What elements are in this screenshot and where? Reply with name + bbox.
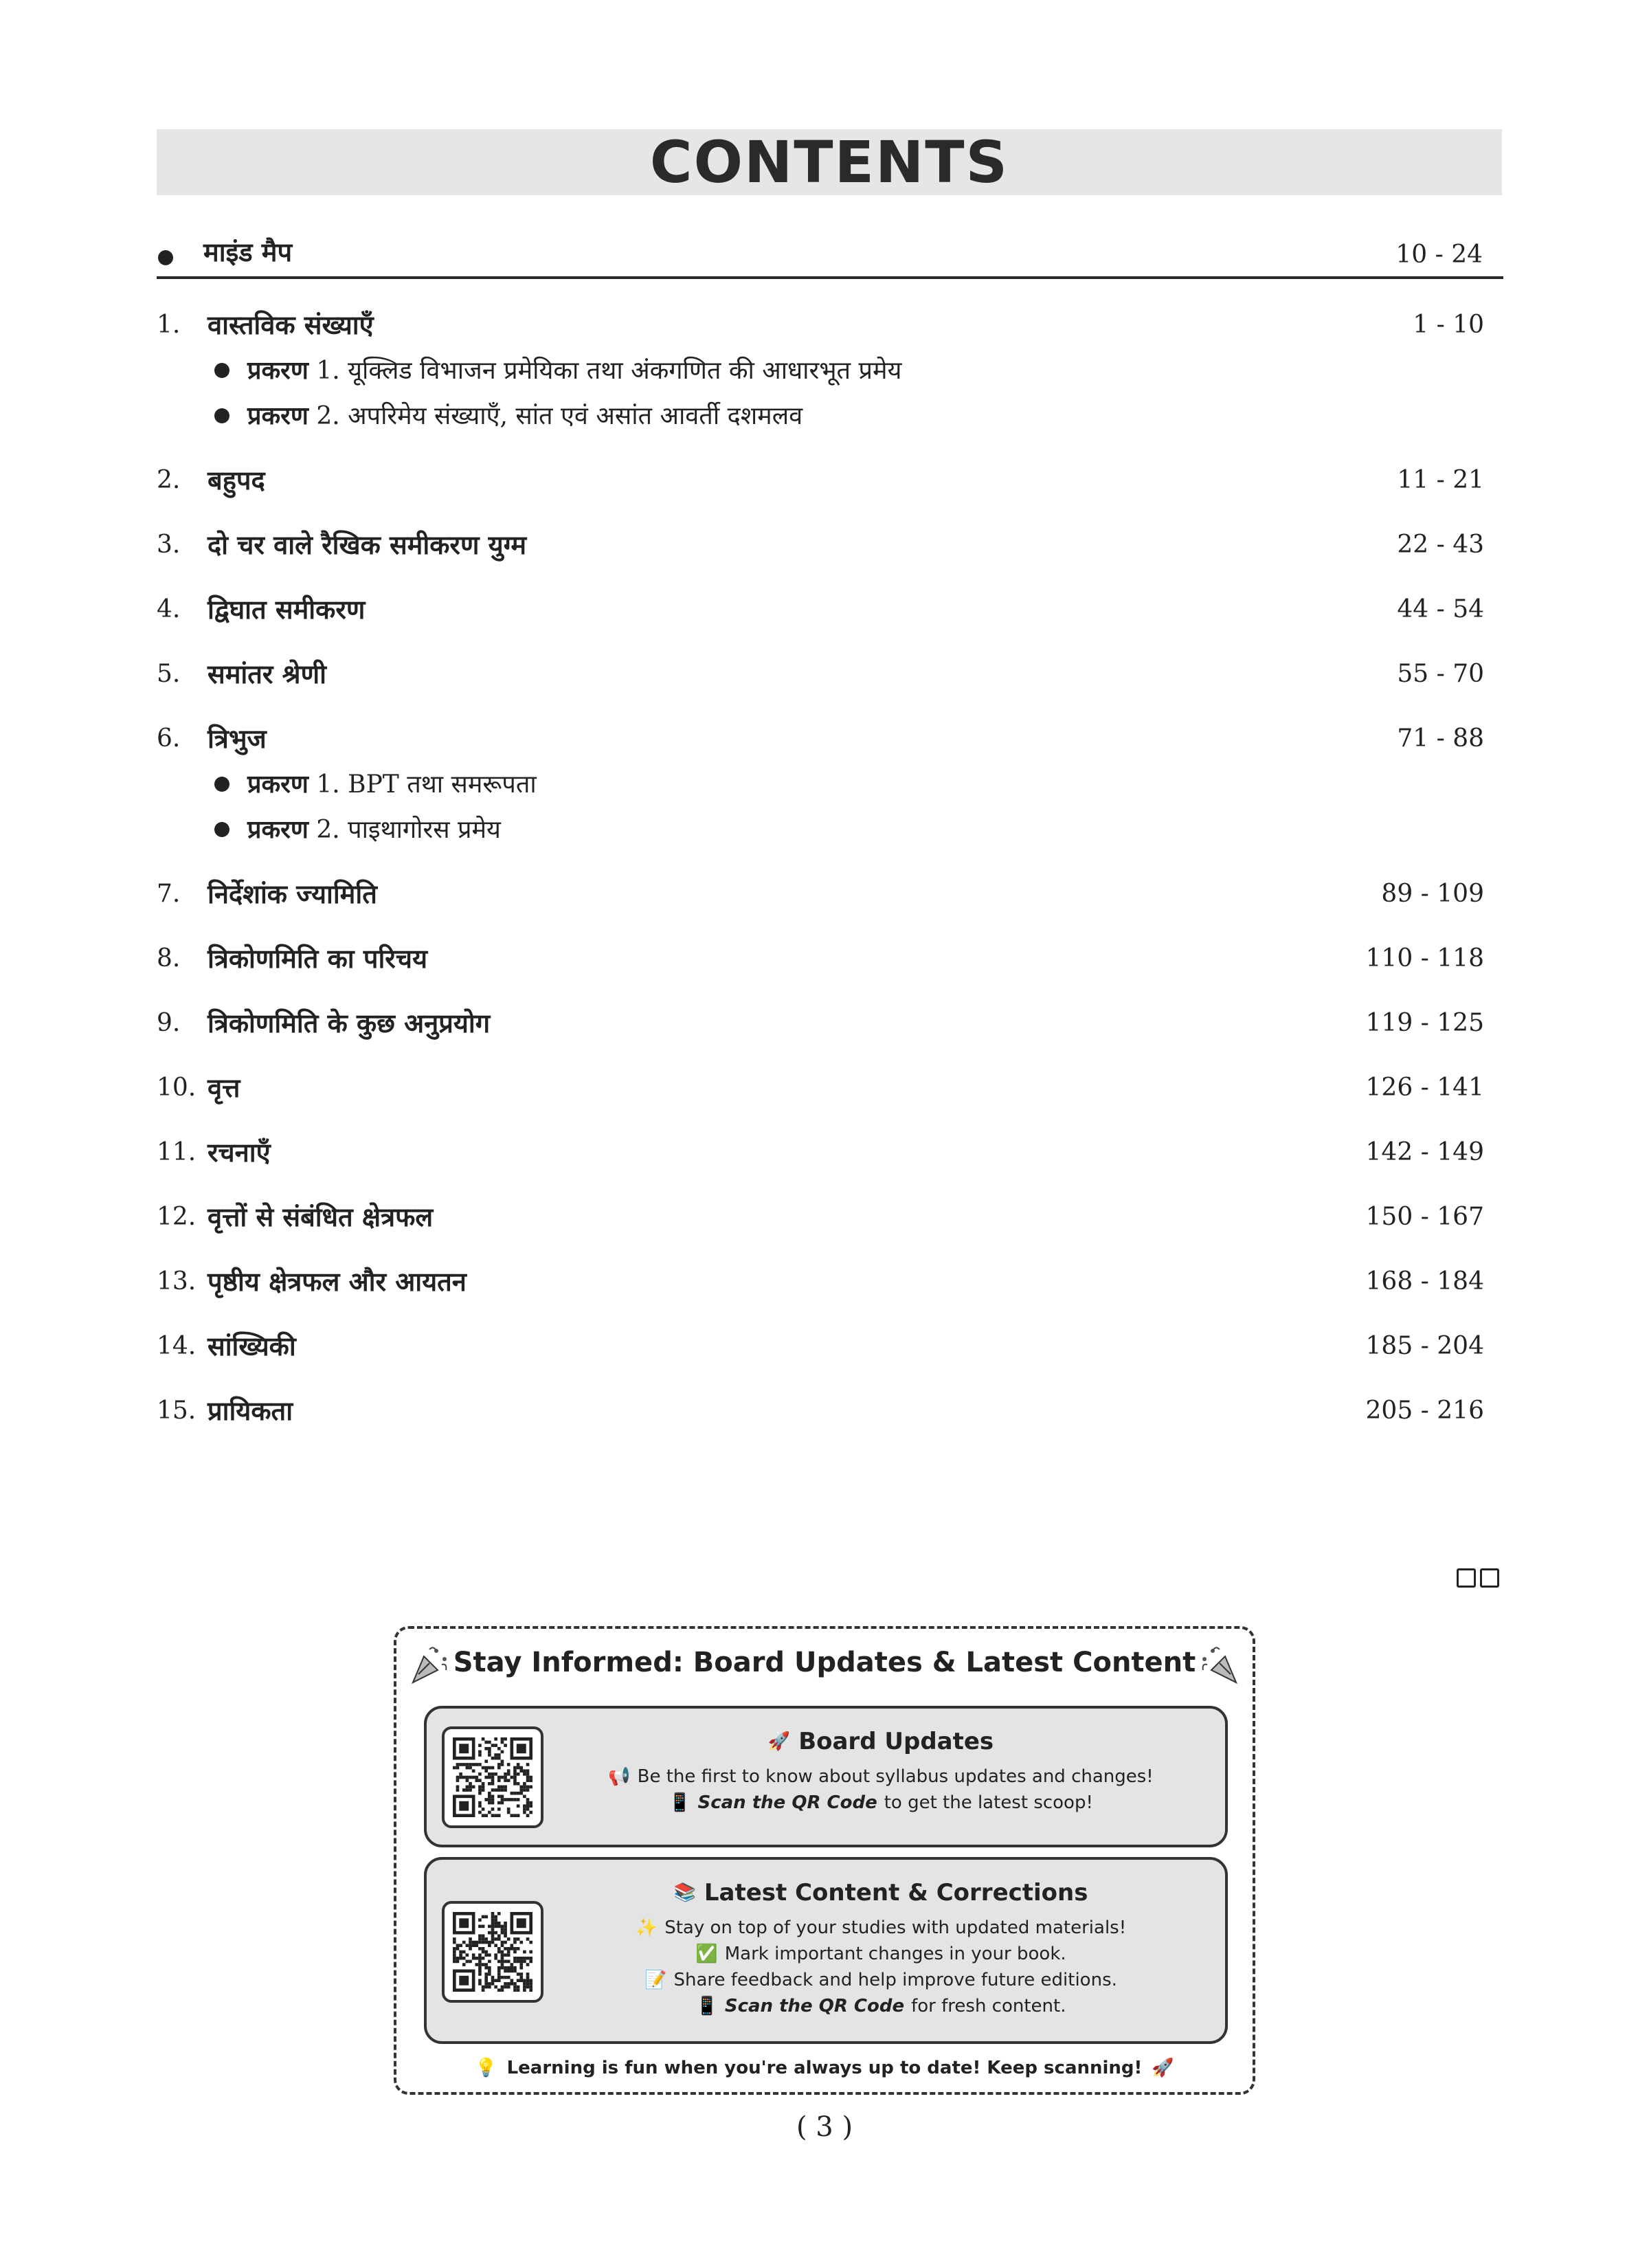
chapter-title: बहुपद bbox=[207, 465, 265, 496]
mind-map-label: माइंड मैप bbox=[203, 236, 293, 267]
square-icon bbox=[1457, 1568, 1476, 1588]
rocket-icon: 🚀 bbox=[1152, 2058, 1174, 2078]
toc-entry bbox=[157, 871, 1503, 936]
bullet-icon bbox=[158, 250, 173, 265]
memo-icon: 📝 bbox=[644, 1970, 667, 1990]
sub-topic-text bbox=[247, 348, 901, 394]
chapter-number: 5. bbox=[157, 660, 181, 688]
toc-row bbox=[157, 716, 1503, 761]
chapter-title: प्रायिकता bbox=[207, 1395, 293, 1426]
toc-row bbox=[157, 1065, 1503, 1111]
scan-label: Scan the QR Code bbox=[724, 1996, 905, 2016]
chapter-title: वास्तविक संख्याएँ bbox=[207, 309, 374, 340]
chapter-number: 6. bbox=[157, 724, 181, 753]
rocket-icon: 🚀 bbox=[767, 1731, 791, 1752]
page-title: CONTENTS bbox=[649, 129, 1009, 196]
toc-entry bbox=[157, 1194, 1503, 1259]
chapter-number: 2. bbox=[157, 466, 181, 494]
toc-entry bbox=[157, 652, 1503, 716]
chapter-pages: 150 - 167 bbox=[1365, 1203, 1484, 1231]
card-title: Latest Content & Corrections bbox=[704, 1879, 1088, 1906]
toc-row bbox=[157, 302, 1503, 348]
chapter-pages: 11 - 21 bbox=[1397, 466, 1484, 494]
books-icon: 📚 bbox=[673, 1882, 696, 1903]
toc-row bbox=[157, 458, 1503, 503]
square-icon bbox=[1480, 1568, 1499, 1588]
chapter-title: समांतर श्रेणी bbox=[207, 658, 326, 689]
promo-footer-text: Learning is fun when you're always up to date! Keep scanning! bbox=[506, 2058, 1143, 2078]
sub-topic-prefix: प्रकरण bbox=[247, 770, 309, 799]
chapter-number: 1. bbox=[157, 311, 181, 339]
sub-topic-text bbox=[247, 393, 803, 439]
chapter-title: वृत्तों से संबंधित क्षेत्रफल bbox=[207, 1201, 434, 1232]
toc-entry bbox=[157, 716, 1503, 871]
chapter-number: 10. bbox=[157, 1074, 197, 1102]
toc-entry bbox=[157, 1001, 1503, 1065]
mind-map-pages: 10 - 24 bbox=[1395, 241, 1483, 269]
sparkles-icon: ✨ bbox=[635, 1917, 658, 1938]
chapter-pages: 168 - 184 bbox=[1365, 1267, 1484, 1296]
lightbulb-icon: 💡 bbox=[475, 2058, 497, 2078]
sub-topic-text bbox=[247, 807, 501, 853]
chapter-number: 4. bbox=[157, 595, 181, 623]
toc-entry bbox=[157, 936, 1503, 1001]
sub-topic-title: 2. अपरिमेय संख्याएँ, सांत एवं असांत आवर्ती दशमलव bbox=[308, 402, 803, 430]
card-text: Stay on top of your studies with updated materials! bbox=[664, 1917, 1127, 1938]
sub-topic-title: 1. BPT तथा समरूपता bbox=[308, 770, 537, 799]
latest-content-card bbox=[424, 1857, 1228, 2044]
bullet-icon bbox=[214, 822, 229, 837]
chapter-number: 12. bbox=[157, 1203, 197, 1231]
chapter-title: द्विघात समीकरण bbox=[207, 594, 366, 625]
qr-code-icon[interactable] bbox=[442, 1901, 543, 2003]
sub-topic bbox=[157, 807, 1503, 852]
sub-topic-text bbox=[247, 761, 537, 808]
chapter-pages: 71 - 88 bbox=[1397, 724, 1484, 753]
chapter-number: 13. bbox=[157, 1267, 197, 1296]
toc-row bbox=[157, 1130, 1503, 1175]
toc-row bbox=[157, 1194, 1503, 1240]
toc-row bbox=[157, 587, 1503, 632]
qr-code-icon[interactable] bbox=[442, 1726, 543, 1828]
card-text: Be the first to know about syllabus updates and changes! bbox=[637, 1766, 1154, 1787]
toc-list bbox=[157, 302, 1503, 1453]
card-text: Mark important changes in your book. bbox=[724, 1944, 1066, 1964]
board-updates-card bbox=[424, 1706, 1228, 1847]
sub-topic bbox=[157, 761, 1503, 807]
chapter-title: सांख्यिकी bbox=[207, 1331, 296, 1361]
card-text: Share feedback and help improve future editions. bbox=[673, 1970, 1117, 1990]
chapter-pages: 89 - 109 bbox=[1381, 880, 1484, 908]
toc-row bbox=[157, 1001, 1503, 1046]
chapter-title: पृष्ठीय क्षेत्रफल और आयतन bbox=[207, 1266, 467, 1297]
card-title: Board Updates bbox=[798, 1728, 994, 1755]
toc-row bbox=[157, 1324, 1503, 1369]
promo-box bbox=[394, 1626, 1255, 2095]
card-text: for fresh content. bbox=[911, 1996, 1066, 2016]
sub-topic-title: 2. पाइथागोरस प्रमेय bbox=[308, 816, 501, 844]
chapter-pages: 22 - 43 bbox=[1397, 531, 1484, 559]
chapter-title: त्रिभुज bbox=[207, 723, 267, 754]
phone-icon: 📱 bbox=[669, 1792, 691, 1813]
chapter-title: त्रिकोणमिति के कुछ अनुप्रयोग bbox=[207, 1008, 491, 1038]
toc-entry bbox=[157, 587, 1503, 652]
toc-row bbox=[157, 936, 1503, 981]
sub-topic-prefix: प्रकरण bbox=[247, 815, 309, 844]
chapter-title: दो चर वाले रैखिक समीकरण युग्म bbox=[207, 529, 527, 560]
chapter-pages: 1 - 10 bbox=[1413, 311, 1484, 339]
chapter-title: वृत्त bbox=[207, 1072, 240, 1103]
mind-map-entry bbox=[157, 234, 1503, 279]
toc-entry bbox=[157, 522, 1503, 587]
card-text: to get the latest scoop! bbox=[884, 1792, 1093, 1813]
chapter-number: 15. bbox=[157, 1397, 197, 1425]
chapter-number: 9. bbox=[157, 1009, 181, 1037]
page-number: ( 3 ) bbox=[796, 2111, 853, 2143]
chapter-pages: 110 - 118 bbox=[1365, 944, 1484, 972]
chapter-number: 3. bbox=[157, 531, 181, 559]
sub-topic-prefix: प्रकरण bbox=[247, 401, 309, 430]
sub-topic-title: 1. यूक्लिड विभाजन प्रमेयिका तथा अंकगणित की आधारभूत प्रमेय bbox=[308, 357, 902, 385]
toc-entry bbox=[157, 458, 1503, 522]
toc-row bbox=[157, 1388, 1503, 1434]
chapter-number: 7. bbox=[157, 880, 181, 908]
chapter-number: 8. bbox=[157, 944, 181, 972]
toc-row bbox=[157, 652, 1503, 697]
chapter-pages: 185 - 204 bbox=[1365, 1332, 1484, 1360]
toc-row bbox=[157, 871, 1503, 917]
chapter-title: निर्देशांक ज्यामिति bbox=[207, 878, 377, 909]
chapter-pages: 44 - 54 bbox=[1397, 595, 1484, 623]
megaphone-icon: 📢 bbox=[608, 1766, 631, 1787]
chapter-pages: 205 - 216 bbox=[1365, 1397, 1484, 1425]
toc-entry bbox=[157, 1388, 1503, 1453]
chapter-number: 14. bbox=[157, 1332, 197, 1360]
toc-entry bbox=[157, 1065, 1503, 1130]
chapter-pages: 119 - 125 bbox=[1365, 1009, 1484, 1037]
chapter-title: त्रिकोणमिति का परिचय bbox=[207, 943, 428, 974]
toc-entry bbox=[157, 1130, 1503, 1194]
toc-entry bbox=[157, 1324, 1503, 1388]
scan-label: Scan the QR Code bbox=[697, 1792, 877, 1813]
sub-topic bbox=[157, 348, 1503, 393]
bullet-icon bbox=[214, 777, 229, 792]
toc-row bbox=[157, 1259, 1503, 1304]
sub-topic bbox=[157, 393, 1503, 438]
promo-heading: Stay Informed: Board Updates & Latest Content bbox=[453, 1647, 1196, 1678]
chapter-pages: 126 - 141 bbox=[1365, 1074, 1484, 1102]
sub-topic-prefix: प्रकरण bbox=[247, 356, 309, 385]
toc-row bbox=[157, 522, 1503, 568]
toc-entry bbox=[157, 1259, 1503, 1324]
chapter-number: 11. bbox=[157, 1138, 197, 1166]
bullet-icon bbox=[214, 363, 229, 378]
chapter-pages: 55 - 70 bbox=[1397, 660, 1484, 688]
phone-icon: 📱 bbox=[695, 1996, 718, 2016]
bullet-icon bbox=[214, 408, 229, 423]
promo-footer bbox=[396, 2058, 1253, 2078]
end-mark bbox=[1457, 1568, 1499, 1592]
toc-entry bbox=[157, 302, 1503, 458]
checkmark-icon: ✅ bbox=[695, 1944, 718, 1964]
chapter-title: रचनाएँ bbox=[207, 1137, 271, 1168]
contents-header bbox=[157, 129, 1502, 195]
chapter-pages: 142 - 149 bbox=[1365, 1138, 1484, 1166]
